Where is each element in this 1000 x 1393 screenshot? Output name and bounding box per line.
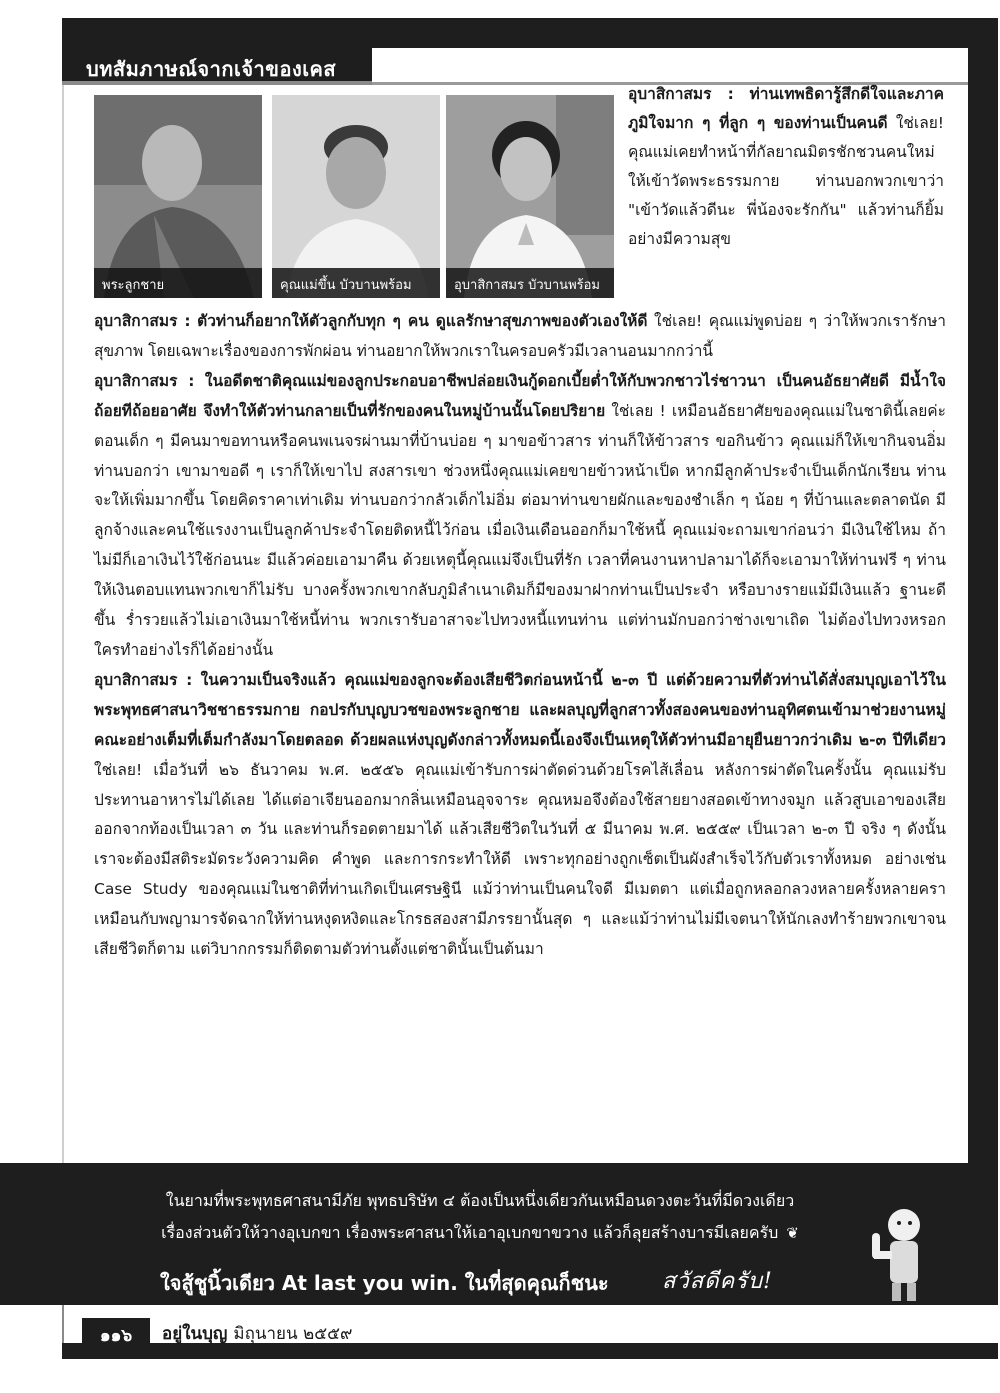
paragraph-bold-text: ตัวท่านก็อยากให้ตัวลูกกับทุก ๆ คน ดูแลรักษาสุขภาพของตัวเองให้ดี: [197, 312, 648, 330]
photo-row: [94, 95, 614, 298]
photo-caption: พระลูกชาย: [94, 268, 262, 298]
paragraph-bold-text: ในความเป็นจริงแล้ว คุณแม่ของลูกจะต้องเสียชีวิตก่อนหน้านี้ ๒-๓ ปี แต่ด้วยความที่ตัวท่านได้สั่งสมบุญเอาไว้ในพระพุทธศาสนาวิชชาธรรมกาย กอปรกับบุญบวชของพระลูกชาย และผลบุญที่ลูกสาวทั้งสองคนของท่านอุทิศตนเข้ามาช่วยงานหมู่คณะอย่างเต็มที่เต็มกำลังมาโดยตลอด ด้วยผลแห่งบุญดังกล่าวทั้งหมดนี้เองจึงเป็นเหตุให้ตัวท่านมีอายุยืนยาวกว่าเดิม ๒-๓ ปีทีเดียว: [94, 670, 946, 749]
footer-line-2: [80, 1221, 880, 1246]
magazine-name: อยู่ในบุญ: [162, 1324, 228, 1344]
section-title: บทสัมภาษณ์จากเจ้าของเคส: [62, 45, 372, 85]
photo-caption: อุบาสิกาสมร บัวบานพร้อม: [446, 268, 614, 298]
footer-banner: [0, 1163, 998, 1305]
paragraph-text: ใช่เลย ! เหมือนอัธยาศัยของคุณแม่ในชาตินี้เลยค่ะ ตอนเด็ก ๆ มีคนมาขอทานหรือคนพเนจรผ่านมาที่บ้านบ่อย ๆ มาขอข้าวสาร ท่านก็ให้ข้าวสาร ขอกินข้าว คุณแม่ก็ให้เขากินจนอิ่ม ท่านบอกว่า เขามาขอดี ๆ เราก็ให้เขาไป สงสารเขา ช่วงหนึ่งคุณแม่เคยขายข้าวหน้าเป็ด หากมีลูกค้าประจำเป็นเด็กนักเรียน ท่านจะให้เพิ่มมากขึ้น โดยคิดราคาเท่าเดิม ท่านบอกว่ากลัวเด็กไม่อิ่ม ต่อมาท่านขายผักและของชำเล็ก ๆ น้อย ๆ ที่บ้านและตลาดนัด มีลูกจ้างและคนใช้แรงงานเป็นลูกค้าประจำโดยติดหนี้ไว้ก่อน เมื่อเงินเดือนออกก็มาใช้หนี้ คุณแม่จะถามเขาก่อนว่า มีเงินใช้ไหม ถ้าไม่มีก็เอาเงินไว้ใช้ก่อนนะ มีแล้วค่อยเอามาคืน ด้วยเหตุนี้คุณแม่จึงเป็นที่รัก เวลาที่คนงานหาปลามาได้ก็จะเอามาให้ท่านฟรี ๆ ท่านให้เงินตอบแทนพวกเขาก็ไม่รับ บางครั้งพวกเขากลับภูมิลำเนาเดิมก็มีของมาฝากท่านเป็นประจำ หรือบางรายแม้มีเงินแล้ว ฐานะดีขึ้น ร่ำรวยแล้วไม่เอาเงินมาใช้หนี้ท่าน พวกเรารับอาสาจะไปทวงหนี้แทนท่าน แต่ท่านมักบอกว่าช่างเขาเถิด ไม่ต้องไปทวงหรอก ใครทำอย่างไรก็ได้อย่างนั้น: [94, 401, 946, 659]
photo-caption: คุณแม่ขึ้น บัวบานพร้อม: [272, 268, 440, 298]
intro-bold-text: ท่านเทพธิดารู้สึกดีใจและภาคภูมิใจมาก ๆ ที่ลูก ๆ ของท่านเป็นคนดี: [628, 85, 944, 132]
left-rule: [62, 85, 64, 1165]
bottom-rule: [62, 1305, 64, 1345]
intro-paragraph: [628, 80, 944, 254]
thumbs-up-cartoon-icon: [860, 1203, 940, 1303]
speaker-label: อุบาสิกาสมร :: [94, 371, 195, 390]
footer-line-1: ในยามที่พระพุทธศาสนามีภัย พุทธบริษัท ๔ ต้องเป็นหนึ่งเดียวกันเหมือนดวงตะวันที่มีดวงเดียว: [165, 1191, 795, 1210]
photo-monk-son: [94, 95, 262, 298]
footer-motto: ใจสู้ชูนิ้วเดียว At last you win. ในที่สุดคุณก็ชนะ: [160, 1271, 609, 1295]
issue-date: มิถุนายน ๒๕๕๙: [233, 1324, 353, 1344]
paragraph-text: ใช่เลย! คุณแม่พูดบ่อย ๆ ว่าให้พวกเรารักษาสุขภาพ โดยเฉพาะเรื่องของการพักผ่อน ท่านอยากให้พวกเราในครอบครัวมีเวลานอนมากกว่านี้: [94, 312, 946, 360]
intro-text: ใช่เลย! คุณแม่เคยทำหน้าที่กัลยาณมิตรชักชวนคนใหม่ให้เข้าวัดพระธรรมกาย ท่านบอกพวกเขาว่า "เข้าวัดแล้วดีนะ พี่น้องจะรักกัน" แล้วท่านก็ยิ้มอย่างมีความสุข: [628, 114, 944, 248]
photo-mother: [272, 95, 440, 298]
speaker-label: อุบาสิกาสมร :: [628, 85, 734, 103]
paragraph: [94, 367, 946, 666]
article-body: [94, 307, 946, 965]
speaker-label: อุบาสิกาสมร :: [94, 312, 191, 330]
frame-top-bar: [62, 18, 998, 48]
paragraph: [94, 307, 946, 367]
paragraph-text: ใช่เลย! เมื่อวันที่ ๒๖ ธันวาคม พ.ศ. ๒๕๕๖ คุณแม่เข้ารับการผ่าตัดด่วนด้วยโรคไส้เลื่อน หลังการผ่าตัดในครั้งนั้น คุณแม่รับประทานอาหารไม่ได้เลย ได้แต่อาเจียนออกมากลิ่นเหมือนอุจจาระ คุณหมอจึงต้องใช้สายยางสอดเข้าทางจมูก แล้วสูบเอาของเสียออกจากท้องเป็นเวลา ๓ วัน และท่านก็รอดตายมาได้ แล้วเสียชีวิตในวันที่ ๕ มีนาคม พ.ศ. ๒๕๕๙ เป็นเวลา ๒-๓ ปี จริง ๆ ดังนั้นเราจะต้องมีสติระมัดระวังความคิด คำพูด และการกระทำให้ดี เพราะทุกอย่างถูกเซ็ตเป็นผังสำเร็จไว้กับตัวเราทั้งหมด อย่างเช่น Case Study ของคุณแม่ในชาติที่ท่านเกิดเป็นเศรษฐินี แม้ว่าท่านเป็นคนใจดี มีเมตตา แต่เมื่อถูกหลอกลวงหลายครั้งหลายครา เหมือนกับพญามารจัดฉากให้ท่านหงุดหงิดและโกรธสองสามีภรรยานั้นสุด ๆ และแม้ว่าท่านไม่มีเจตนาให้นักเลงทำร้ายพวกเขาจนเสียชีวิตก็ตาม แต่วิบากกรรมก็ติดตามตัวท่านตั้งแต่ชาตินั้นเป็นต้นมา: [94, 760, 946, 959]
signature-text: สวัสดีครับ!: [662, 1269, 773, 1294]
photo-daughter: [446, 95, 614, 298]
leaf-icon: ❦: [786, 1224, 799, 1242]
footer-line-2-text: เรื่องส่วนตัวให้วางอุเบกขา เรื่องพระศาสนาให้เอาอุเบกขาขวาง แล้วก็ลุยสร้างบารมีเลยครับ: [161, 1223, 779, 1242]
issue-info: [162, 1320, 352, 1347]
page-number: ๑๑๖: [82, 1318, 150, 1348]
paragraph: [94, 666, 946, 965]
frame-right-bar: [968, 18, 998, 1178]
speaker-label: อุบาสิกาสมร :: [94, 670, 193, 689]
paragraph-bold-text: ในอดีตชาติคุณแม่ของลูกประกอบอาชีพปล่อยเงินกู้ดอกเบี้ยต่ำให้กับพวกชาวไร่ชาวนา เป็นคนอัธยาศัยดี มีน้ำใจ ถ้อยทีถ้อยอาศัย จึงทำให้ตัวท่านกลายเป็นที่รักของคนในหมู่บ้านนั้นโดยปริยาย: [94, 371, 946, 420]
